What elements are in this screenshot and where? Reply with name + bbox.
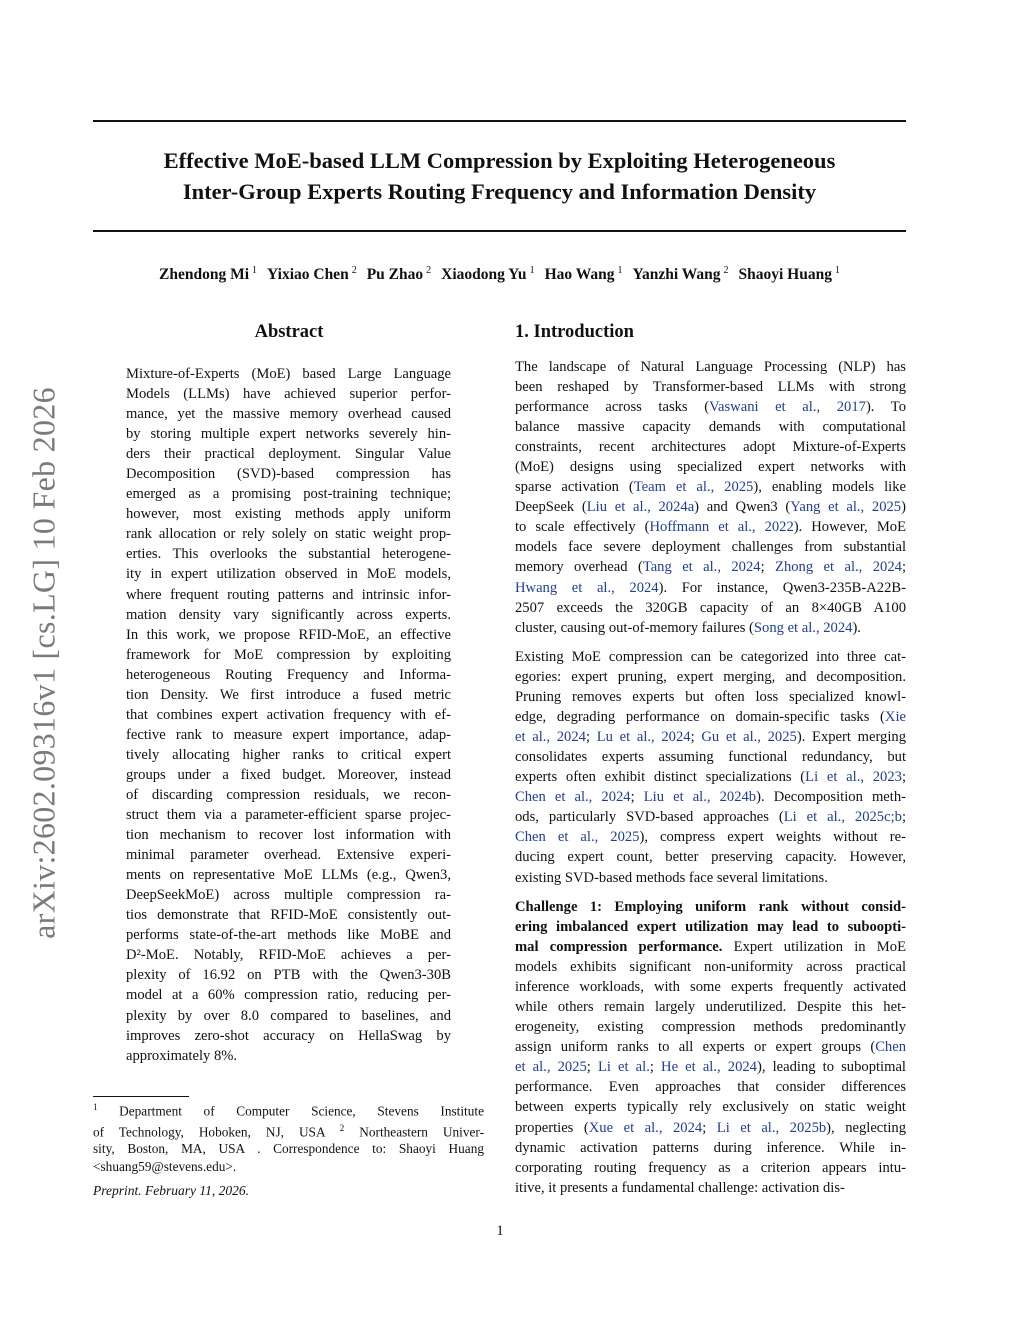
text-segment: ). Expert merging	[796, 729, 907, 746]
text-segment: been reshaped by Transformer-based LLMs with strong	[515, 379, 906, 396]
author-name: Pu Zhao	[366, 266, 424, 284]
text-segment: itive, it presents a fundamental challenge: activation dis-	[515, 1179, 845, 1196]
text-segment: (MoE) designs using specialized expert networks with	[515, 459, 906, 476]
text-segment: ;	[702, 1119, 717, 1136]
author-name: Yixiao Chen	[267, 266, 349, 284]
text-segment: memory overhead (	[515, 559, 643, 576]
abstract-line: groups under a fixed budget. Moreover, instead	[126, 766, 451, 783]
abstract-line: tively allocating higher ranks to critical expert	[126, 746, 451, 763]
abstract-line: minimal parameter overhead. Extensive experi-	[126, 847, 451, 864]
abstract-line: DeepSeekMoE) across multiple compression ra-	[126, 887, 451, 904]
author	[441, 266, 534, 283]
abstract-line: tion mechanism to recover lost information with	[126, 827, 451, 844]
text-segment: ;	[760, 559, 776, 576]
text-line	[515, 937, 906, 957]
text-line	[515, 1017, 906, 1037]
text-line	[515, 397, 906, 417]
abstract-line: tios demonstrate that RFID-MoE consistently out-	[126, 907, 451, 924]
author	[739, 266, 840, 283]
text-segment: ;	[901, 559, 906, 576]
text-line	[515, 477, 906, 497]
text-line	[515, 1178, 906, 1198]
text-segment: ods, particularly SVD-based approaches (	[515, 809, 784, 826]
text-segment: assign uniform ranks to all experts or expert groups (	[515, 1039, 876, 1056]
text-segment: models face severe deployment challenges from substantial	[515, 539, 906, 556]
text-line	[515, 707, 906, 727]
abstract-line: where frequent routing patterns and intrinsic infor-	[126, 586, 451, 603]
text-segment: ), compress expert weights without re-	[639, 829, 906, 846]
author-name: Yanzhi Wang	[632, 266, 721, 284]
author-name: Shaoyi Huang	[738, 266, 832, 284]
text-line	[515, 1158, 906, 1178]
author	[367, 266, 431, 283]
abstract-line: framework for MoE compression by exploiting	[126, 646, 451, 663]
text-line	[515, 868, 906, 888]
text-segment: models exhibits significant non-uniformity across practical	[515, 959, 906, 976]
abstract-body	[126, 364, 451, 1066]
text-segment: performance. Even approaches that consider differences	[515, 1079, 906, 1096]
text-segment: 2507 exceeds the 320GB capacity of an 8×40GB A100	[515, 599, 906, 616]
citation-link[interactable]: Gu et al., 2025	[701, 729, 797, 746]
citation-link[interactable]: Song et al., 2024	[753, 619, 853, 636]
author-affiliation-mark: 2	[723, 265, 729, 276]
text-line	[515, 1037, 906, 1057]
footnote-line	[93, 1120, 484, 1141]
text-segment: consolidates experts assuming functional redundancy, but	[515, 749, 906, 766]
text-line	[515, 977, 906, 997]
text-segment: ;	[901, 769, 907, 786]
text-segment: dynamic activation patterns during inference. While in-	[515, 1139, 906, 1156]
footnote-mark: 1	[93, 1102, 98, 1112]
author-name: Zhendong Mi	[159, 266, 250, 284]
citation-link[interactable]: Liu et al., 2024b	[643, 789, 757, 806]
title-rule-bottom	[93, 230, 906, 232]
text-segment: DeepSeek (	[515, 499, 587, 516]
paper-title	[93, 145, 906, 207]
abstract-heading: Abstract	[254, 322, 324, 342]
author	[545, 266, 623, 283]
citation-link[interactable]: Xie	[884, 709, 906, 726]
text-line	[515, 437, 906, 457]
abstract-line: of discarding compression residuals, we recon-	[126, 786, 451, 803]
abstract-line: ments on representative MoE LLMs (e.g., Qwen3,	[126, 867, 451, 884]
abstract-line: however, most existing methods apply uniform	[126, 506, 451, 523]
author-affiliation-mark: 2	[426, 265, 432, 276]
text-segment: )	[901, 499, 906, 516]
abstract-line: struct them via a parameter-efficient sparse projec-	[126, 807, 451, 824]
abstract-line: Mixture-of-Experts (MoE) based Large Language	[126, 366, 451, 382]
footnote-line	[93, 1099, 484, 1120]
text-segment: ).	[852, 619, 861, 636]
text-line	[515, 997, 906, 1017]
text-segment: ;	[901, 809, 906, 826]
author	[632, 266, 728, 283]
text-line	[515, 667, 906, 687]
page-number: 1	[496, 1223, 504, 1239]
preprint-notice: Preprint. February 11, 2026.	[93, 1183, 249, 1198]
footnote-text: of Technology, Hoboken, NJ, USA	[93, 1124, 340, 1140]
text-segment: ), neglecting	[826, 1119, 906, 1136]
citation-link[interactable]: Chen et al., 2025	[515, 829, 640, 846]
text-line	[515, 618, 906, 638]
abstract-line: rank allocation or rely solely on static weight prop-	[126, 526, 451, 543]
text-segment: ). However, MoE	[793, 519, 907, 536]
abstract-line: ity in expert utilization observed in MoE models,	[126, 566, 451, 583]
footnote-text: sity, Boston, MA, USA . Correspondence to: Shaoyi Huang	[93, 1141, 484, 1157]
text-segment: The landscape of Natural Language Processing (NLP) has	[515, 359, 906, 375]
text-line	[515, 647, 906, 667]
abstract-line: fective rank to measure expert importance, adap-	[126, 726, 451, 743]
arxiv-identifier-stamp: arXiv:2602.09316v1 [cs.LG] 10 Feb 2026	[25, 387, 62, 939]
title-line: Effective MoE-based LLM Compression by Exploiting Heterogeneous	[163, 148, 836, 173]
author	[159, 266, 257, 283]
citation-link[interactable]: Xue et al., 2024	[588, 1119, 703, 1136]
text-line	[515, 537, 906, 557]
footnote-text: <shuang59@stevens.edu>.	[93, 1158, 237, 1174]
abstract-line: Models (LLMs) have achieved superior perfor-	[126, 386, 451, 403]
text-line	[515, 897, 906, 917]
footnote-text: Department of Computer Science, Stevens Institute	[97, 1103, 484, 1119]
citation-link[interactable]: Team et al., 2025	[633, 479, 754, 496]
abstract-line: mation density vary significantly across experts.	[126, 606, 451, 623]
text-segment: to scale effectively (	[515, 519, 650, 536]
text-segment: ), leading to suboptimal	[756, 1059, 906, 1076]
text-segment: cluster, causing out-of-memory failures (	[515, 619, 754, 636]
text-segment: ). To	[865, 399, 906, 416]
abstract-line: performs state-of-the-art methods like MoBE and	[126, 927, 451, 944]
text-segment: existing SVD-based methods face several limitations.	[515, 869, 828, 886]
citation-link[interactable]: Li et al., 2025b	[716, 1119, 827, 1136]
text-line	[515, 1118, 906, 1138]
text-line	[515, 1077, 906, 1097]
introduction-heading: 1. Introduction	[515, 322, 634, 342]
text-segment: erogeneity, existing compression methods predominantly	[515, 1019, 906, 1036]
abstract-line: Decomposition (SVD)-based compression has	[126, 466, 451, 483]
text-segment: properties (	[515, 1119, 589, 1136]
text-segment: ;	[586, 1059, 598, 1076]
citation-link[interactable]: Chen	[875, 1039, 906, 1056]
abstract-line: plexity of 16.92 on PTB with the Qwen3-30B	[126, 967, 451, 984]
citation-link[interactable]: et al., 2025	[515, 1059, 587, 1076]
affiliation-footnote	[93, 1099, 484, 1175]
text-line	[515, 377, 906, 397]
title-rule-top	[93, 120, 906, 122]
author-list	[93, 265, 906, 284]
author-affiliation-mark: 1	[834, 265, 840, 276]
author-affiliation-mark: 1	[617, 265, 623, 276]
text-line	[515, 557, 906, 577]
footnote-text: Northeastern Univer-	[344, 1124, 485, 1140]
citation-link[interactable]: Hwang et al., 2024	[515, 579, 659, 596]
bold-text: Challenge 1: Employing uniform rank without consid-	[515, 899, 906, 915]
abstract-line: D²-MoE. Notably, RFID-MoE achieves a per-	[126, 947, 451, 964]
text-segment: ;	[630, 789, 644, 806]
text-segment: ). For instance, Qwen3-235B-A22B-	[658, 579, 906, 596]
citation-link[interactable]: Lu et al., 2024	[596, 729, 691, 746]
text-line	[515, 457, 906, 477]
text-segment: balance massive capacity demands with computational	[515, 419, 906, 436]
text-segment: sparse activation (	[515, 479, 634, 496]
abstract-line: improves zero-shot accuracy on HellaSwag by	[126, 1027, 451, 1044]
text-line	[515, 747, 906, 767]
abstract-line: by storing multiple expert networks severely hin-	[126, 426, 451, 443]
author-affiliation-mark: 1	[529, 265, 535, 276]
citation-link[interactable]: Chen et al., 2024	[515, 789, 631, 806]
text-line	[515, 957, 906, 977]
author-name: Xiaodong Yu	[441, 266, 527, 284]
text-segment: Pruning removes experts but often loss specialized knowl-	[515, 689, 906, 706]
bold-text: ering imbalanced expert utilization may lead to suboopti-	[515, 919, 906, 936]
bold-text: mal compression performance.	[515, 939, 723, 956]
author-affiliation-mark: 2	[351, 265, 357, 276]
author	[267, 266, 357, 283]
introduction-paragraph	[515, 647, 906, 888]
text-segment: ;	[649, 1059, 662, 1076]
text-line	[515, 827, 906, 847]
citation-link[interactable]: Liu et al., 2024a	[586, 499, 695, 516]
text-segment: egories: expert pruning, expert merging, and decomposition.	[515, 669, 906, 686]
text-line	[515, 1138, 906, 1158]
citation-link[interactable]: Li et al.	[597, 1059, 650, 1076]
text-segment: Expert utilization in MoE	[722, 939, 906, 956]
text-line	[515, 1057, 906, 1077]
footnote-line	[93, 1158, 484, 1175]
text-segment: ) and Qwen3 (	[694, 499, 791, 516]
text-segment: ;	[585, 729, 597, 746]
author-name: Hao Wang	[544, 266, 615, 284]
citation-link[interactable]: Hoffmann et al., 2022	[649, 519, 794, 536]
text-segment: edge, degrading performance on domain-specific tasks (	[515, 709, 885, 726]
text-segment: ), enabling models like	[753, 479, 906, 496]
citation-link[interactable]: Yang et al., 2025	[790, 499, 902, 516]
text-line	[515, 727, 906, 747]
abstract-line: emerged as a promising post-training technique;	[126, 486, 451, 503]
abstract-line: ders their practical deployment. Singular Value	[126, 446, 451, 463]
abstract-line: that combines expert activation frequency with ef-	[126, 706, 451, 723]
text-line	[515, 767, 906, 787]
title-line: Inter-Group Experts Routing Frequency and Information Density	[182, 179, 817, 204]
text-segment: between experts typically rely exclusively on static weight	[515, 1099, 906, 1116]
citation-link[interactable]: Zhong et al., 2024	[775, 559, 902, 576]
abstract-line: model at a 60% compression ratio, reducing per-	[126, 987, 451, 1004]
citation-link[interactable]: et al., 2024	[515, 729, 586, 746]
abstract-line: heterogeneous Routing Frequency and Informa-	[126, 666, 451, 683]
abstract-line: approximately 8%.	[126, 1047, 238, 1064]
text-line	[515, 598, 906, 618]
citation-link[interactable]: Li et al., 2023	[805, 769, 902, 786]
text-line	[515, 517, 906, 537]
text-segment: ;	[690, 729, 702, 746]
abstract-line: mance, yet the massive memory overhead caused	[126, 406, 451, 423]
text-segment: performance across tasks (	[515, 399, 710, 416]
text-segment: ducing expert count, better preserving capacity. However,	[515, 849, 906, 866]
text-segment: Existing MoE compression can be categorized into three cat-	[515, 649, 906, 665]
text-line	[515, 917, 906, 937]
text-segment: while others remain largely underutilized. Despite this het-	[515, 999, 906, 1016]
text-line	[515, 847, 906, 867]
citation-link[interactable]: Vaswani et al., 2017	[709, 399, 866, 416]
citation-link[interactable]: Tang et al., 2024	[642, 559, 761, 576]
text-line	[515, 687, 906, 707]
text-segment: inference workloads, with some experts frequently activated	[515, 979, 906, 996]
introduction-paragraph	[515, 357, 906, 638]
text-line	[515, 787, 906, 807]
footnote-rule	[93, 1096, 189, 1097]
footnote-mark: 2	[339, 1122, 345, 1133]
abstract-line: erties. This overlooks the substantial heterogene-	[126, 546, 451, 563]
abstract-line: In this work, we propose RFID-MoE, an effective	[126, 626, 451, 643]
footnote-line	[93, 1140, 484, 1157]
text-line	[515, 807, 906, 827]
citation-link[interactable]: He et al., 2024	[661, 1059, 757, 1076]
abstract-line: tion Density. We first introduce a fused metric	[126, 686, 451, 703]
citation-link[interactable]: Li et al., 2025c;b	[783, 809, 902, 826]
text-line	[515, 417, 906, 437]
text-line	[515, 1097, 906, 1117]
text-segment: experts often exhibit distinct specializations (	[515, 769, 806, 786]
text-segment: constraints, recent architectures adopt Mixture-of-Experts	[515, 439, 906, 456]
abstract-line: plexity by over 8.0 compared to baselines, and	[126, 1007, 451, 1024]
text-segment: corporating routing frequency as a criterion appears intu-	[515, 1159, 906, 1176]
text-line	[515, 357, 906, 377]
text-segment: ). Decomposition meth-	[756, 789, 906, 806]
author-affiliation-mark: 1	[252, 265, 258, 276]
text-line	[515, 497, 906, 517]
text-line	[515, 578, 906, 598]
challenge-paragraph	[515, 897, 906, 1198]
